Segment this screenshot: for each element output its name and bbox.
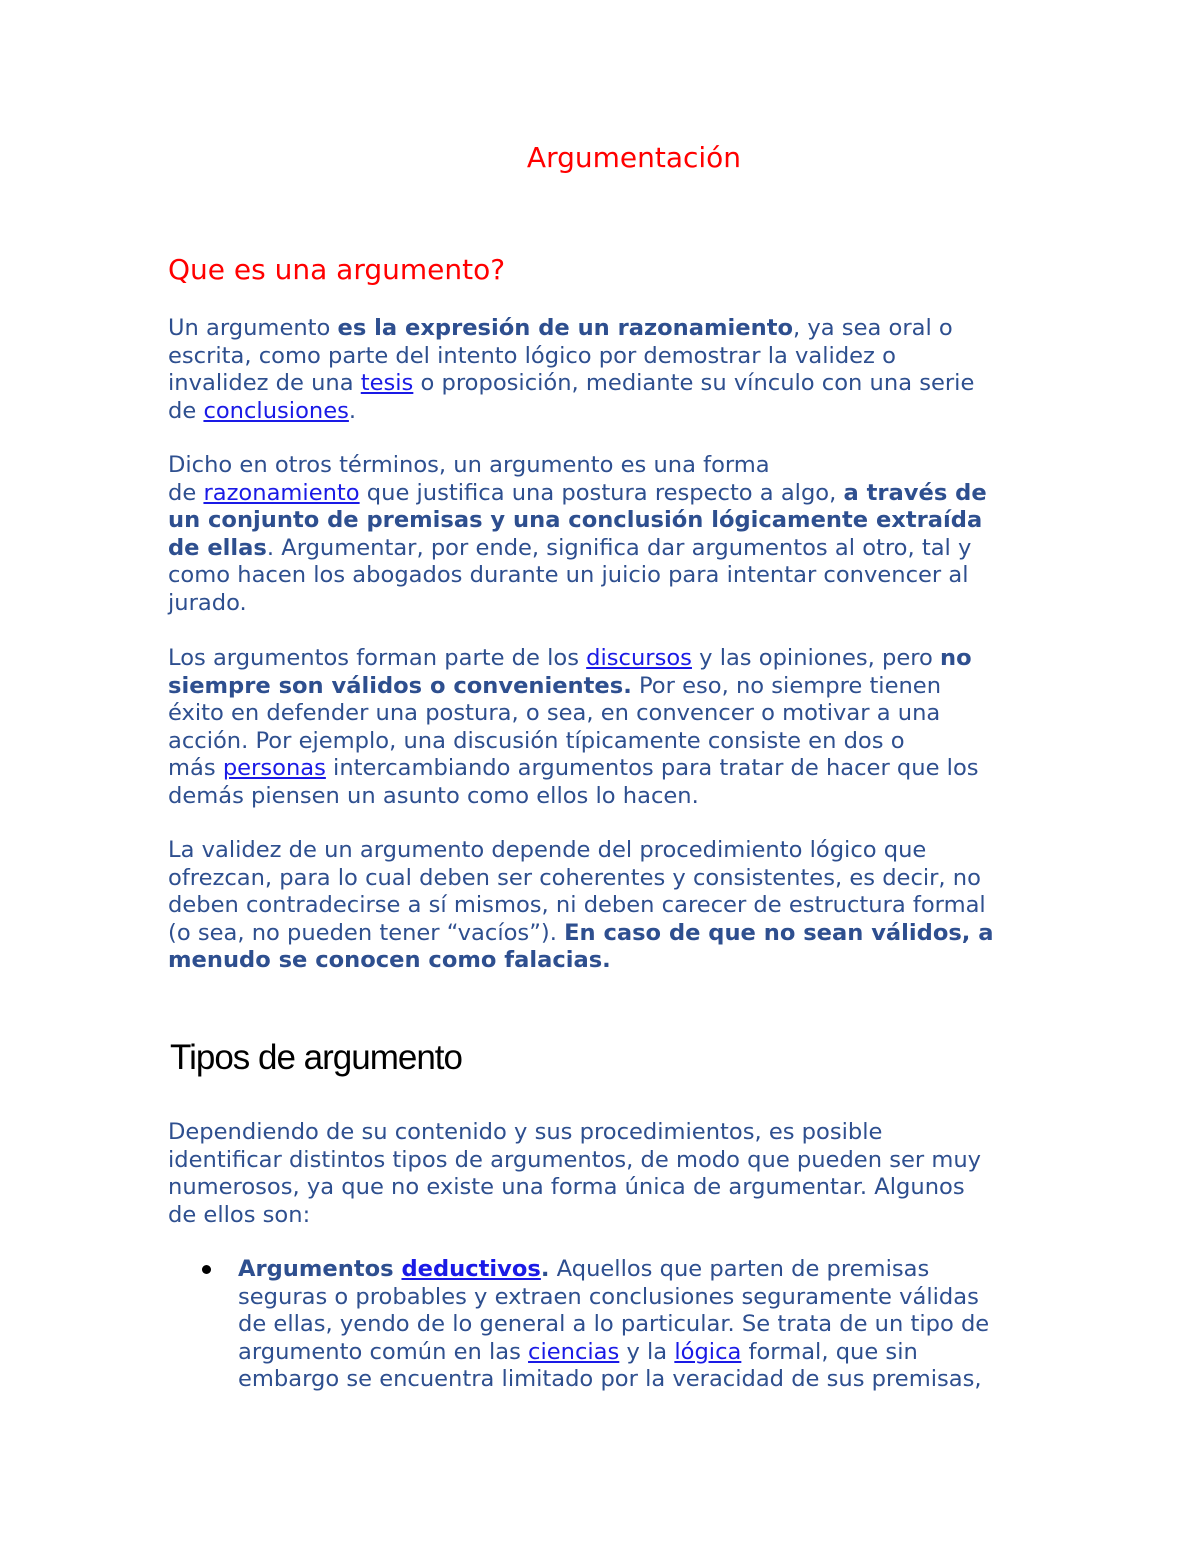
text-line: jurado. (168, 589, 247, 616)
text-line (168, 920, 1048, 948)
argument-types-list (168, 1256, 989, 1394)
text: . Argumentar, por ende, significa dar argumentos al otro, tal y (266, 534, 972, 561)
text-line (168, 315, 1048, 343)
bold-text: . (540, 1256, 550, 1282)
bold-text: En caso de que no sean válidos, a (564, 919, 994, 946)
text: , ya sea oral o (793, 315, 953, 341)
bold-text: a través de (843, 479, 987, 506)
text-line (168, 673, 1048, 701)
paragraph-tipos-intro (168, 1119, 1048, 1229)
bold-text: de ellas (168, 534, 267, 561)
text-line: acción. Por ejemplo, una discusión típicamente consiste en dos o (168, 727, 905, 754)
text: de (168, 397, 204, 424)
text: de (168, 479, 204, 506)
link-deductivos[interactable]: deductivos (401, 1256, 541, 1282)
link-tesis[interactable]: tesis (360, 370, 414, 396)
text: y las opiniones, pero (691, 645, 941, 671)
text-line (238, 1339, 989, 1367)
text-line (168, 398, 1048, 426)
bold-text: Argumentos (238, 1256, 402, 1282)
text: Por eso, no siempre tienen (631, 672, 942, 699)
text-line: ofrezcan, para lo cual deben ser coherentes y consistentes, es decir, no (168, 864, 981, 891)
list-item-deductivos (168, 1256, 989, 1394)
bold-text: es la expresión de un razonamiento (337, 315, 794, 341)
text: que justifica una postura respecto a algo, (359, 479, 844, 506)
link-conclusiones[interactable]: conclusiones (203, 397, 349, 424)
text-line: de ellas, yendo de lo general a lo particular. Se trata de un tipo de (238, 1311, 990, 1337)
text-line: identificar distintos tipos de argumentos, de modo que pueden ser muy (168, 1146, 982, 1173)
text-line: Dicho en otros términos, un argumento es una forma (168, 452, 770, 478)
text-line: como hacen los abogados durante un juicio para intentar convencer al (168, 562, 969, 588)
text-line: La validez de un argumento depende del procedimiento lógico que (168, 837, 927, 863)
document-title: Argumentación (526, 141, 742, 174)
text-line: escrita, como parte del intento lógico por demostrar la validez o (168, 342, 896, 369)
text-line: seguras o probables y extraen conclusiones seguramente válidas (238, 1283, 979, 1310)
link-logica[interactable]: lógica (674, 1338, 742, 1365)
text: . (348, 397, 357, 424)
bold-line: menudo se conocen como falacias. (168, 947, 611, 973)
bold-line: un conjunto de premisas y una conclusión lógicamente extraída (168, 507, 983, 533)
text-line: éxito en defender una postura, o sea, en convencer o motivar a una (168, 700, 941, 726)
text: Los argumentos forman parte de los (168, 645, 587, 671)
text-line (238, 1256, 989, 1284)
link-personas[interactable]: personas (222, 755, 326, 781)
text-line: embargo se encuentra limitado por la veracidad de sus premisas, (238, 1366, 982, 1392)
text-line (168, 755, 1048, 783)
link-ciencias[interactable]: ciencias (528, 1338, 620, 1365)
text-line (168, 645, 1048, 673)
text: más (168, 755, 223, 781)
bold-text: siempre son válidos o convenientes. (168, 672, 632, 699)
text: argumento común en las (238, 1338, 529, 1365)
text-line: numerosos, ya que no existe una forma única de argumentar. Algunos (168, 1174, 965, 1200)
link-razonamiento[interactable]: razonamiento (203, 479, 360, 506)
tipos-heading: Tipos de argumento (170, 1038, 462, 1077)
text: y la (619, 1338, 675, 1365)
text-line: deben contradecirse a sí mismos, ni deben carecer de estructura formal (168, 892, 986, 918)
paragraph-definition (168, 315, 1048, 425)
text-line (168, 480, 1048, 508)
text: o proposición, mediante su vínculo con una serie (413, 370, 975, 396)
bold-text: no (940, 645, 972, 671)
text-line (168, 370, 1048, 398)
paragraph-otros-terminos (168, 452, 1048, 617)
text: Un argumento (168, 315, 338, 341)
paragraph-validez (168, 837, 1048, 975)
bullet-icon (202, 1265, 211, 1274)
text: formal, que sin (741, 1338, 918, 1365)
text-line: demás piensen un asunto como ellos lo hacen. (168, 782, 699, 809)
text: invalidez de una (168, 370, 361, 396)
text: intercambiando argumentos para tratar de hacer que los (325, 755, 979, 781)
text: Aquellos que parten de premisas (549, 1256, 930, 1282)
text-line: de ellos son: (168, 1201, 311, 1228)
text: (o sea, no pueden tener “vacíos”). (168, 919, 565, 946)
paragraph-discursos (168, 645, 1048, 810)
text-line (168, 535, 1048, 563)
text-line: Dependiendo de su contenido y sus procedimientos, es posible (168, 1119, 883, 1145)
question-heading: Que es una argumento? (168, 253, 506, 286)
link-discursos[interactable]: discursos (586, 645, 692, 671)
